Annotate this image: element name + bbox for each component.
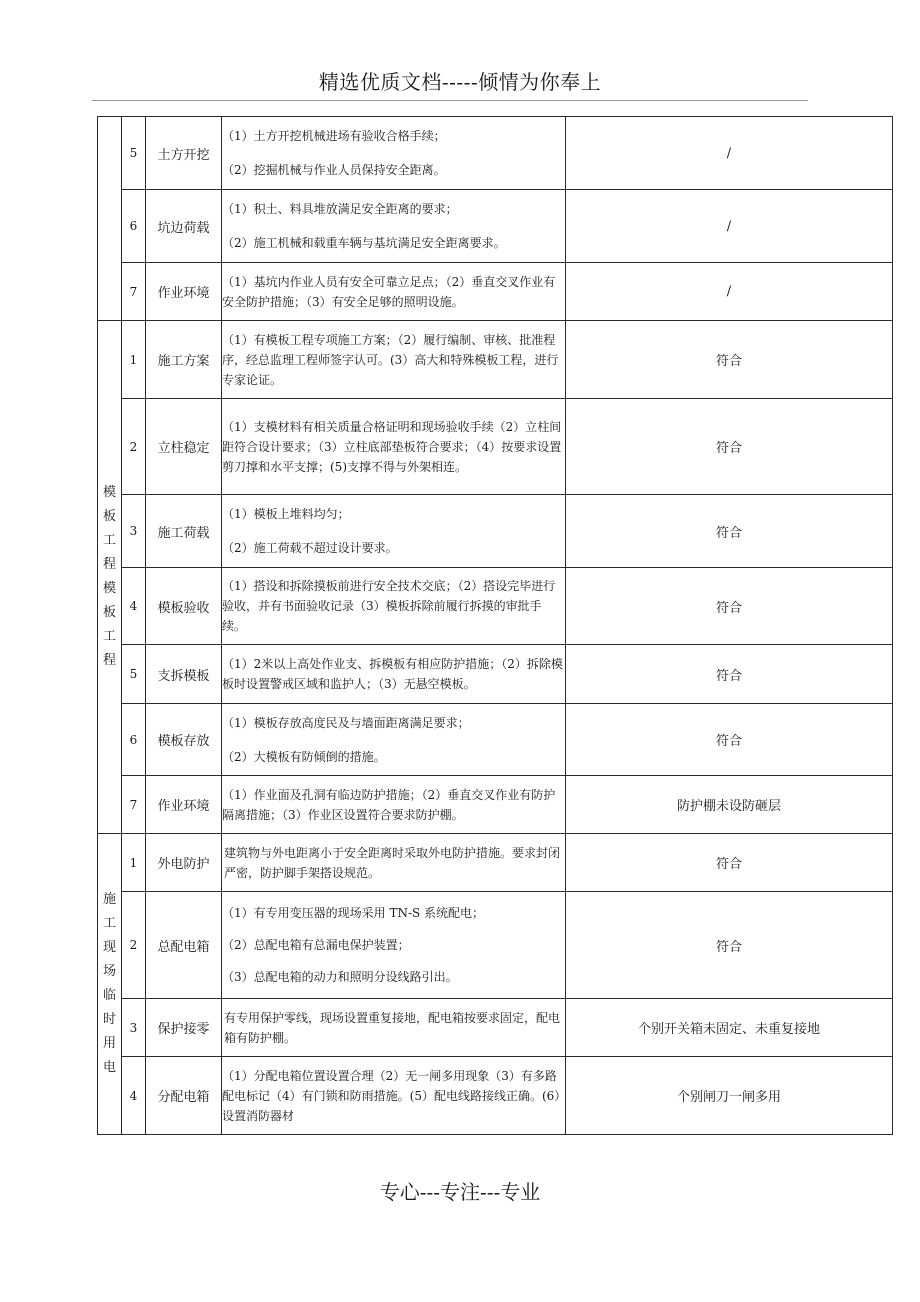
requirement-line: （1）有专用变压器的现场采用 TN-S 系统配电； xyxy=(222,906,485,920)
requirements-cell: 建筑物与外电距离小于安全距离时采取外电防护措施。要求封闭严密，防护脚手架搭设规范。 xyxy=(222,834,566,892)
requirements-cell xyxy=(222,704,566,776)
item-name: 施工荷载 xyxy=(146,495,222,568)
table-row xyxy=(98,263,893,321)
table-row xyxy=(98,190,893,263)
requirement-line: （1）土方开挖机械进场有验收合格手续； xyxy=(222,129,446,143)
table-row xyxy=(98,776,893,834)
row-number: 6 xyxy=(122,704,146,776)
result-cell: 符合 xyxy=(566,399,893,495)
row-number: 2 xyxy=(122,892,146,999)
item-name: 支拆模板 xyxy=(146,645,222,704)
result-cell: 符合 xyxy=(566,568,893,645)
row-number: 4 xyxy=(122,568,146,645)
item-name: 施工方案 xyxy=(146,321,222,399)
table-row xyxy=(98,704,893,776)
row-number: 1 xyxy=(122,321,146,399)
result-cell: / xyxy=(566,190,893,263)
requirements-cell: （1）搭设和拆除摸板前进行安全技术交底；（2）搭设完毕进行验收，并有书面验收记录（3）模板拆除前履行拆摸的审批手续。 xyxy=(222,568,566,645)
requirement-line: （2）施工荷载不超过设计要求。 xyxy=(222,541,398,555)
requirement-line: （2）大模板有防倾倒的措施。 xyxy=(222,749,386,764)
page-footer-text: 专心---专注---专业 xyxy=(379,1180,541,1204)
table-row xyxy=(98,399,893,495)
requirements-cell: （1）分配电箱位置设置合理（2）无一闸多用现象（3）有多路配电标记（4）有门锁和防雨措施。(5）配电线路接线正确。(6）设置消防器材 xyxy=(222,1057,566,1135)
requirement-line: （1）模板上堆料均匀； xyxy=(222,507,350,521)
requirement-line: （2）施工机械和载重车辆与基坑满足安全距离要求。 xyxy=(222,236,506,250)
table-row xyxy=(98,117,893,190)
requirements-cell: （1）2米以上高处作业支、拆模板有相应防护措施；（2）拆除模板时设置警戒区域和监护人；（3）无悬空模板。 xyxy=(222,645,566,704)
page-header-title: 精选优质文档-----倾情为你奉上 xyxy=(318,70,602,94)
requirements-cell: （1）有模板工程专项施工方案；（2）履行编制、审核、批准程序，经总监理工程师签字认可。(3）高大和特殊模板工程，进行专家论证。 xyxy=(222,321,566,399)
requirements-cell: 有专用保护零线，现场设置重复接地，配电箱按要求固定，配电箱有防护棚。 xyxy=(222,999,566,1057)
table-row xyxy=(98,834,893,892)
requirements-cell xyxy=(222,892,566,999)
category-cell: 施工现场临时用电 xyxy=(98,834,122,1135)
requirements-cell xyxy=(222,495,566,568)
table-row xyxy=(98,1057,893,1135)
result-cell: 符合 xyxy=(566,834,893,892)
row-number: 4 xyxy=(122,1057,146,1135)
item-name: 保护接零 xyxy=(146,999,222,1057)
row-number: 1 xyxy=(122,834,146,892)
item-name: 总配电箱 xyxy=(146,892,222,999)
row-number: 7 xyxy=(122,263,146,321)
requirement-line: （2）挖掘机械与作业人员保持安全距离。 xyxy=(222,163,446,177)
requirements-cell xyxy=(222,190,566,263)
requirements-cell xyxy=(222,117,566,190)
item-name: 立柱稳定 xyxy=(146,399,222,495)
requirements-cell: （1）支模材料有相关质量合格证明和现场验收手续（2）立柱间距符合设计要求；（3）立柱底部垫板符合要求；（4）按要求设置剪刀撑和水平支撑；(5)支撑不得与外架相连。 xyxy=(222,399,566,495)
item-name: 模板验收 xyxy=(146,568,222,645)
result-cell: 个别开关箱未固定、未重复接地 xyxy=(566,999,893,1057)
item-name: 作业环境 xyxy=(146,263,222,321)
item-name: 坑边荷载 xyxy=(146,190,222,263)
item-name: 作业环境 xyxy=(146,776,222,834)
inspection-table xyxy=(97,116,893,1135)
result-cell: 个别闸刀一闸多用 xyxy=(566,1057,893,1135)
table-row xyxy=(98,645,893,704)
table-row xyxy=(98,495,893,568)
category-cell: 模板工程 模板工程 xyxy=(98,321,122,834)
requirement-line: （1）模板存放高度民及与墙面距离满足要求； xyxy=(222,715,470,730)
result-cell: 防护棚未设防砸层 xyxy=(566,776,893,834)
item-name: 模板存放 xyxy=(146,704,222,776)
row-number: 7 xyxy=(122,776,146,834)
result-cell: 符合 xyxy=(566,321,893,399)
result-cell: 符合 xyxy=(566,704,893,776)
table-row xyxy=(98,892,893,999)
requirement-line: （2）总配电箱有总漏电保护装置； xyxy=(222,938,410,952)
row-number: 5 xyxy=(122,117,146,190)
requirement-line: （1）积土、料具堆放满足安全距离的要求； xyxy=(222,202,458,216)
requirement-line: （3）总配电箱的动力和照明分设线路引出。 xyxy=(222,970,458,984)
item-name: 分配电箱 xyxy=(146,1057,222,1135)
header-divider xyxy=(92,100,808,101)
result-cell: 符合 xyxy=(566,645,893,704)
row-number: 3 xyxy=(122,495,146,568)
table-row xyxy=(98,999,893,1057)
item-name: 土方开挖 xyxy=(146,117,222,190)
result-cell: / xyxy=(566,263,893,321)
row-number: 6 xyxy=(122,190,146,263)
result-cell: 符合 xyxy=(566,495,893,568)
requirements-cell: （1）基坑内作业人员有安全可靠立足点；（2）垂直交叉作业有安全防护措施；（3）有安全足够的照明设施。 xyxy=(222,263,566,321)
table-row xyxy=(98,321,893,399)
table-row xyxy=(98,568,893,645)
row-number: 5 xyxy=(122,645,146,704)
row-number: 3 xyxy=(122,999,146,1057)
requirements-cell: （1）作业面及孔洞有临边防护措施；（2）垂直交叉作业有防护隔离措施；（3）作业区设置符合要求防护棚。 xyxy=(222,776,566,834)
result-cell: 符合 xyxy=(566,892,893,999)
row-number: 2 xyxy=(122,399,146,495)
item-name: 外电防护 xyxy=(146,834,222,892)
category-cell xyxy=(98,117,122,321)
result-cell: / xyxy=(566,117,893,190)
